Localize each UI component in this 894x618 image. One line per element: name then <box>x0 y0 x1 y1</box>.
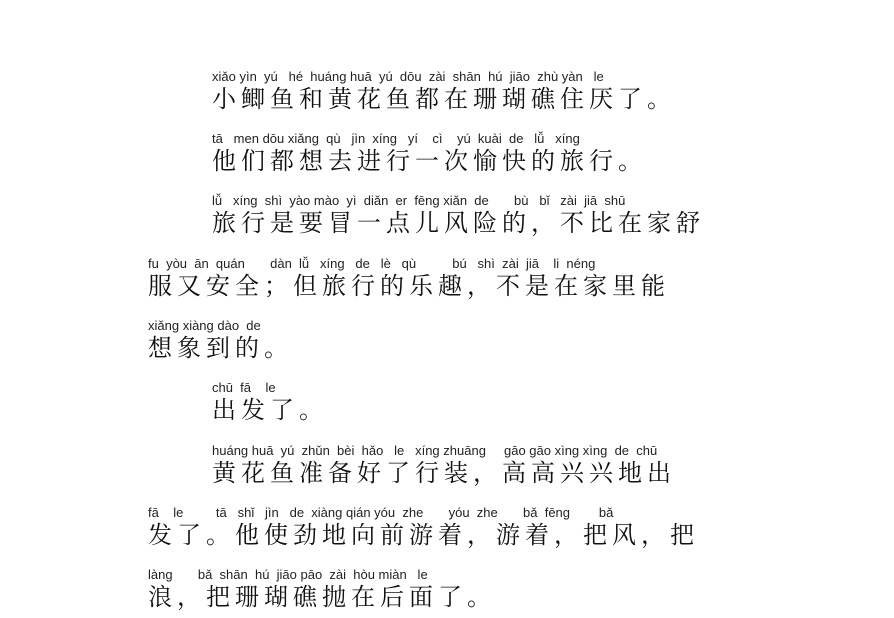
pinyin-line: làng bǎ shān hú jiāo pāo zài hòu miàn le <box>148 567 428 582</box>
hanzi-line: 出发了。 <box>212 396 328 424</box>
hanzi-line: 黄花鱼准备好了行装，高高兴兴地出 <box>212 459 676 487</box>
hanzi-line: 旅行是要冒一点儿风险的，不比在家舒 <box>212 209 705 237</box>
hanzi-line: 浪，把珊瑚礁抛在后面了。 <box>148 583 496 611</box>
hanzi-line: 小鲫鱼和黄花鱼都在珊瑚礁住厌了。 <box>212 85 676 113</box>
hanzi-line: 发了。他使劲地向前游着，游着，把风，把 <box>148 521 699 549</box>
hanzi-line: 他们都想去进行一次愉快的旅行。 <box>212 147 647 175</box>
hanzi-line: 服又安全；但旅行的乐趣，不是在家里能 <box>148 272 670 300</box>
pinyin-line: xiǎo yìn yú hé huáng huā yú dōu zài shān hú jiāo zhù yàn le <box>212 69 604 84</box>
pinyin-line: huáng huā yú zhǔn bèi hǎo le xíng zhuāng gāo gāo xìng xìng de chū <box>212 443 658 458</box>
pinyin-line: lǚ xíng shì yào mào yì diǎn er fēng xiǎn de bù bǐ zài jiā shū <box>212 193 626 208</box>
pinyin-line: tā men dōu xiǎng qù jìn xíng yí cì yú kuài de lǚ xíng <box>212 131 580 146</box>
hanzi-line: 想象到的。 <box>148 334 293 362</box>
pinyin-line: xiǎng xiàng dào de <box>148 318 261 333</box>
pinyin-line: chū fā le <box>212 380 276 395</box>
pinyin-line: fā le tā shǐ jìn de xiàng qián yóu zhe yóu zhe bǎ fēng bǎ <box>148 505 614 520</box>
pinyin-line: fu yòu ān quán dàn lǚ xíng de lè qù bú shì zài jiā li néng <box>148 256 596 271</box>
